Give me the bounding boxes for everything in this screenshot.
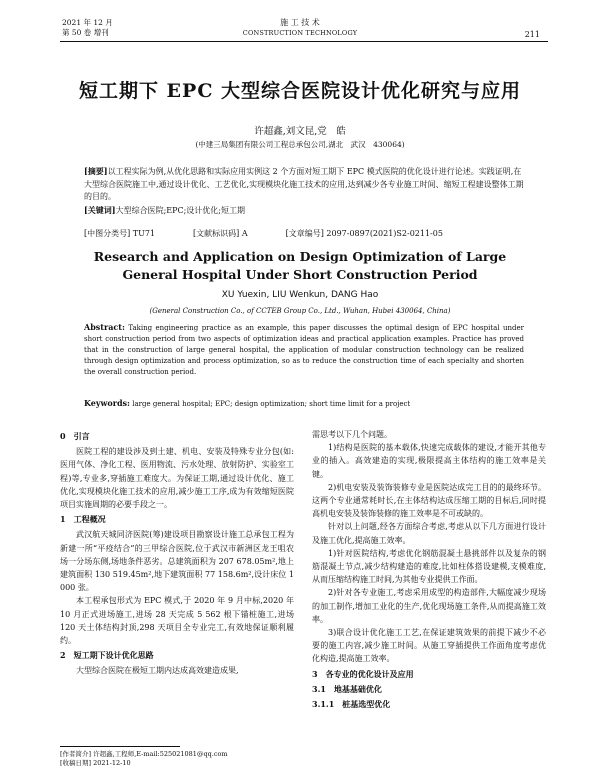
abstract-en-label: Abstract: bbox=[84, 322, 125, 332]
authors-en: XU Yuexin, LIU Wenkun, DANG Hao bbox=[221, 290, 379, 300]
section-heading: 3 各专业的优化设计及应用 bbox=[312, 668, 414, 679]
paragraph: 1)针对医院结构,考虑优化钢筋混凝土悬挑部件以及复杂的钢筋混凝土节点,减少结构建造的难度,比如柱体搭设建模,支模难度,从而压缩结构施工时间,为其他专业提供工作面。 bbox=[312, 548, 546, 585]
abstract-zh bbox=[84, 165, 524, 217]
title-en-line-2: General Hospital Under Short Construction Period bbox=[122, 267, 478, 282]
paragraph: 2)机电安装及装饰装修专业是医院达成完工目的的最终环节。这两个专业通常耗时长,在主体结构达成压缩工期的目标后,同时提高机电安装及装饰装修的施工效率是不可或缺的。 bbox=[312, 482, 546, 519]
article-meta bbox=[84, 228, 544, 239]
abstract-en bbox=[84, 322, 524, 378]
paragraph: 针对以上问题,经各方面综合考虑,考虑从以下几方面进行设计及施工优化,提高施工效率。 bbox=[312, 522, 546, 545]
header-rule bbox=[60, 41, 548, 42]
section-heading: 3.1 地基基础优化 bbox=[312, 683, 382, 694]
keywords-en-block bbox=[84, 398, 524, 408]
section-heading: 0 引言 bbox=[60, 431, 90, 441]
article-number: [文章编号] 2097-0897(2021)S2-0211-05 bbox=[285, 229, 443, 238]
authors-zh: 许超鑫,刘文昆,党 皓 bbox=[254, 126, 346, 137]
paragraph: 需思考以下几个问题。 bbox=[312, 430, 392, 439]
paragraph: 3)联合设计优化施工工艺,在保证建筑效果的前提下减少不必要的施工内容,减少施工时间。从施工穿插提供工作面角度考虑优化构造,提高施工效率。 bbox=[312, 628, 546, 664]
abstract-zh-label: [摘要] bbox=[84, 166, 108, 176]
abstract-zh-text: 以工程实际为例,从优化思路和实际应用实例这 2 个方面对短工期下 EPC 模式医院的优化设计进行论述。实践证明,在大型综合医院施工中,通过设计优化、工艺优化,实现模块化施工技术的应用,达到减少各专业施工时间、缩短工程建设整体工期的目的。 bbox=[84, 167, 524, 201]
section-heading: 1 工程概况 bbox=[60, 514, 106, 525]
title-en-line-1: Research and Application on Design Optimization of Large bbox=[93, 249, 507, 264]
affiliation-en: (General Construction Co., of CCTEB Group Co., Ltd., Wuhan, Hubei 430064, China) bbox=[149, 307, 451, 315]
body-column-left bbox=[60, 428, 294, 678]
paragraph: 武汉航天城同济医院(筹)建设项目勘察设计施工总承包工程为新建一所“平疫结合”的三甲综合医院,位于武汉市新洲区龙王咀农场一分场东侧,场地条件恶劣。总建筑面积为 207 678.05m²,地上建筑面积 130 519.45m²,地下建筑面积 77 158.6m²,设计床位 1 000 张。 bbox=[60, 530, 294, 593]
paragraph: 医院工程的建设涉及到土建、机电、安装及特殊专业分包(如:医用气体、净化工程、医用物流、污水处理、放射防护、实验室工程)等,专业多,穿插施工难度大。为保证工期,通过设计优化、施工优化,实现模块化施工技术的应用,减少施工工序,成为有效缩短医院项目实施周期的必要手段之一。 bbox=[60, 447, 294, 510]
page-number: 211 bbox=[524, 30, 540, 39]
keywords-en: large general hospital; EPC; design optimization; short time limit for a project bbox=[132, 400, 411, 408]
paragraph: 本工程承包形式为 EPC 模式,于 2020 年 9 月中标,2020 年 10 月正式进场施工,进场 28 天完成 5 562 根下锚桩施工,进场 120 天土体结构封顶,298 天项目全专业完工,有效地保证顺利履约。 bbox=[60, 596, 294, 646]
journal-name-zh: 施 工 技 术 bbox=[280, 18, 320, 27]
title-zh: 短工期下 EPC 大型综合医院设计优化研究与应用 bbox=[78, 80, 522, 102]
journal-name-en: CONSTRUCTION TECHNOLOGY bbox=[242, 29, 358, 37]
affiliation-zh: (中建三局集团有限公司工程总承包公司,湖北 武汉 430064) bbox=[195, 140, 405, 149]
section-heading: 2 短工期下设计优化思路 bbox=[60, 650, 154, 661]
paragraph: 2)针对各专业施工,考虑采用成型的构造部件,大幅度减少现场的加工制作,增加工业化的生产,优化现场施工条件,从而提高施工效率。 bbox=[312, 588, 546, 624]
keywords-zh: 大型综合医院;EPC;设计优化;短工期 bbox=[115, 205, 246, 215]
received-date: [收稿日期] 2021-12-10 bbox=[60, 759, 131, 767]
author-info: [作者简介] 许超鑫,工程师,E-mail:525021081@qq.com bbox=[60, 750, 228, 758]
abstract-en-text: Taking engineering practice as an example, this paper discusses the optimal design of EPC hospital under short construction period from two aspects of optimization ideas and practical application examples. Practice has proved that in the construction of large general hospital, the application of modular construction technology can be realized through design optimization and process optimization, so as to reduce the construction time of each specialty and shorten the overall construction period. bbox=[84, 324, 524, 376]
keywords-zh-label: [关键词] bbox=[84, 204, 116, 215]
keywords-en-label: Keywords: bbox=[84, 398, 131, 408]
paragraph: 1)结构是医院的基本载体,快速完成载体的建设,才能开其他专业的插入。高效建造的实现,极限提高主体结构的施工效率是关键。 bbox=[312, 443, 546, 479]
section-heading: 3.1.1 桩基选型优化 bbox=[312, 699, 391, 710]
clc-number: [中图分类号] TU71 bbox=[84, 229, 156, 238]
paragraph: 大型综合医院在极短工期内达成高效建造成果, bbox=[76, 666, 239, 676]
body-column-right bbox=[312, 428, 546, 713]
header-date: 2021 年 12 月 bbox=[62, 18, 113, 27]
title-en bbox=[0, 248, 600, 284]
document-code: [文献标识码] A bbox=[193, 229, 248, 238]
footnote-rule bbox=[60, 746, 180, 747]
header-center bbox=[0, 18, 600, 38]
header-volume: 第 50 卷 增刊 bbox=[62, 28, 109, 37]
footnote bbox=[60, 750, 228, 768]
